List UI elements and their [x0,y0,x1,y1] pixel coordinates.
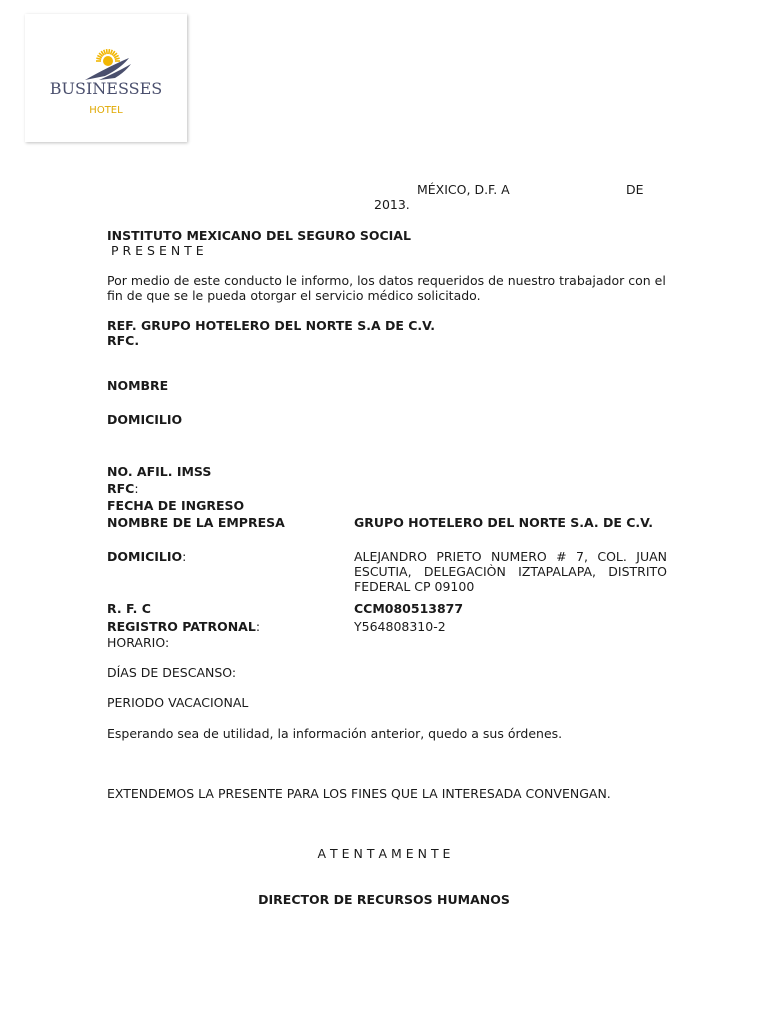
worker-nombre-label: NOMBRE [107,378,169,393]
rfc2-value: CCM080513877 [354,601,464,616]
registro-colon: : [255,619,261,634]
addressee-presente: P R E S E N T E [111,243,204,258]
sun-ray [96,58,101,59]
afil-label: NO. AFIL. IMSS [107,464,212,479]
signature-title: DIRECTOR DE RECURSOS HUMANOS [258,892,510,907]
sun-ray [110,50,112,55]
vacacional-label: PERIODO VACACIONAL [107,695,249,710]
sun-swoosh-icon [25,14,187,84]
ref-rfc: RFC. [107,333,140,348]
empresa-label: NOMBRE DE LA EMPRESA [107,515,285,530]
registro-field [107,619,260,634]
hotel-logo [25,14,187,142]
sun-ray [104,50,106,55]
rfc-colon: : [134,481,139,496]
rfc-label: RFC [107,481,135,496]
closing-esperando: Esperando sea de utilidad, la información anterior, quedo a sus órdenes. [107,726,563,741]
logo-subtitle: HOTEL [89,105,123,116]
sun-ray [109,49,110,54]
domicilio-colon: : [182,549,187,564]
date-year: 2013. [374,197,410,212]
descanso-label: DÍAS DE DESCANSO: [107,665,237,680]
closing-atentamente: A T E N T A M E N T E [317,846,451,861]
date-de: DE [626,182,644,197]
domicilio-field [107,549,186,564]
sun-ray [107,49,108,54]
logo-wordmark: BUSINESSES [49,79,163,98]
fecha-label: FECHA DE INGRESO [107,498,245,513]
closing-extendemos: EXTENDEMOS LA PRESENTE PARA LOS FINES QUE LA INTERESADA CONVENGAN. [107,786,611,801]
domicilio-value: ALEJANDRO PRIETO NUMERO # 7, COL. JUAN ESCUTIA, DELEGACIÒN IZTAPALAPA, DISTRITO FEDERAL CP 09100 [354,549,667,594]
sun-ray [115,58,120,59]
date-place: MÉXICO, D.F. A [417,182,510,197]
horario-label: HORARIO: [107,635,170,650]
ref-line: REF. GRUPO HOTELERO DEL NORTE S.A DE C.V. [107,318,435,333]
registro-label: REGISTRO PATRONAL [107,619,256,634]
worker-domicilio-label: DOMICILIO [107,412,183,427]
rfc-field [107,481,139,496]
intro-paragraph: Por medio de este conducto le informo, los datos requeridos de nuestro trabajador con el fin de que se le pueda otorgar el servicio médico solicitado. [107,273,666,303]
addressee-institution: INSTITUTO MEXICANO DEL SEGURO SOCIAL [107,228,411,243]
registro-value: Y564808310-2 [354,619,446,634]
empresa-value: GRUPO HOTELERO DEL NORTE S.A. DE C.V. [354,515,653,530]
rfc2-label: R. F. C [107,601,151,616]
domicilio-label: DOMICILIO [107,549,183,564]
sun-core [103,56,113,66]
